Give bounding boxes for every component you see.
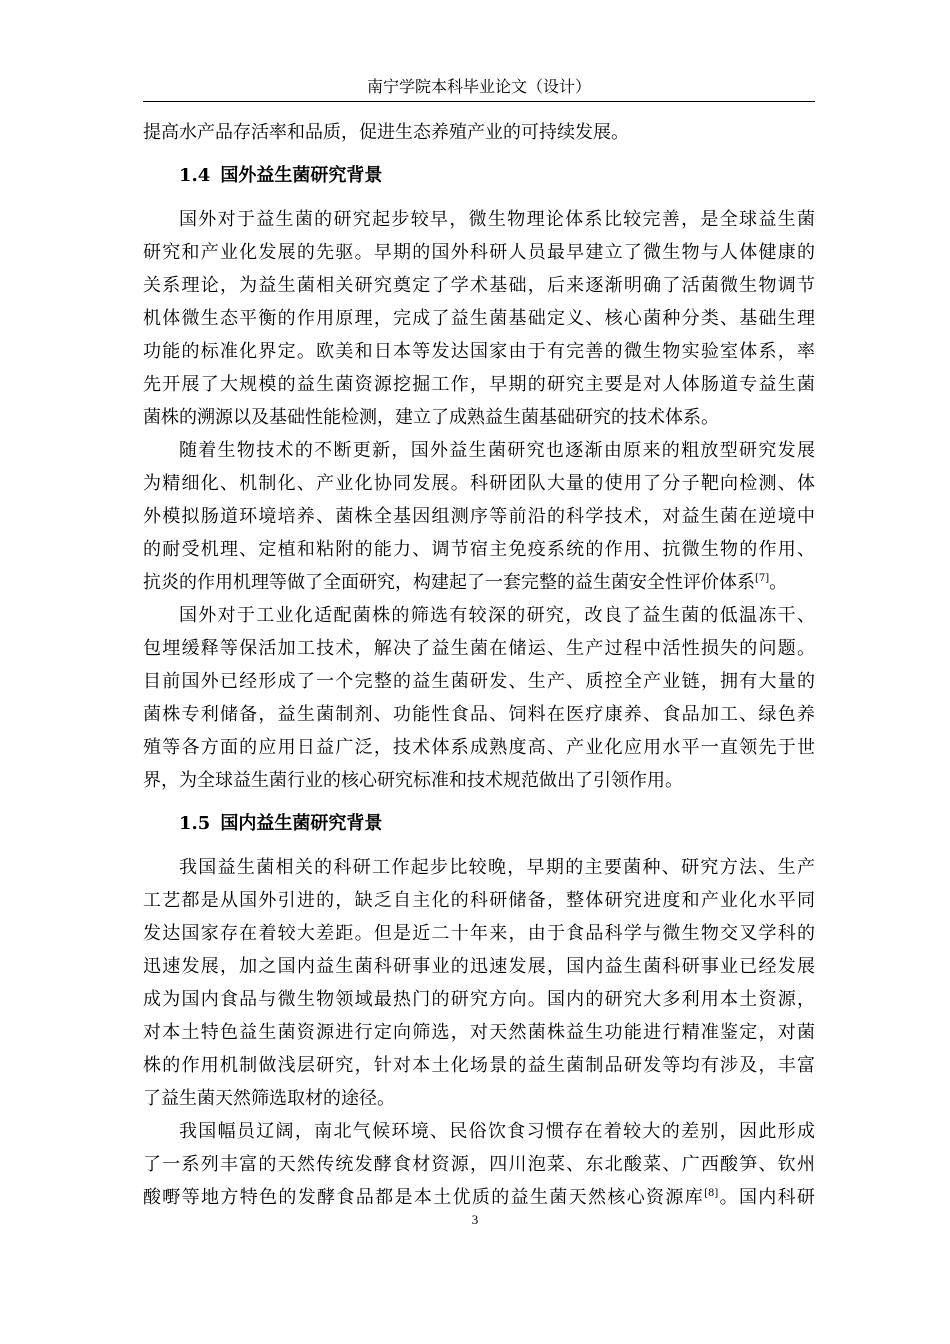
text-line: 株的作用机制做浅层研究，针对本土化场景的益生菌制品研发等均有涉及，丰富	[143, 1055, 815, 1076]
text-line: 为精细化、机制化、产业化协同发展。科研团队大量的使用了分子靶向检测、体	[143, 473, 815, 494]
paragraph	[143, 1115, 815, 1214]
paper-body	[143, 116, 815, 1214]
text-line: 菌株专利储备，益生菌制剂、功能性食品、饲料在医疗康养、食品加工、绿色养	[143, 704, 815, 725]
paragraph	[143, 434, 815, 599]
text-line: 界，为全球益生菌行业的核心研究标准和技术规范做出了引领作用。	[143, 770, 683, 791]
text-line: 随着生物技术的不断更新，国外益生菌研究也逐渐由原来的粗放型研究发展	[179, 440, 815, 461]
text-line: 关系理论，为益生菌相关研究奠定了学术基础，后来逐渐明确了活菌微生物调节	[143, 275, 815, 296]
paragraph	[143, 851, 815, 1115]
section-number: 1.5	[179, 813, 211, 834]
text-line: 了益生菌天然筛选取材的途径。	[143, 1088, 395, 1109]
text-line: 发达国家存在着较大差距。但是近二十年来，由于食品科学与微生物交叉学科的	[143, 923, 815, 944]
page-number: 3	[471, 1212, 479, 1227]
text-line: 的耐受机理、定植和粘附的能力、调节宿主免疫系统的作用、抗微生物的作用、	[143, 539, 815, 560]
text-line: 研究和产业化发展的先驱。早期的国外科研人员最早建立了微生物与人体健康的	[143, 242, 815, 263]
section-number: 1.4	[179, 165, 211, 186]
text-line: 成为国内食品与微生物领域最热门的研究方向。国内的研究大多利用本土资源，	[143, 989, 815, 1010]
text-line: 国外对于益生菌的研究起步较早，微生物理论体系比较完善，是全球益生菌	[179, 209, 815, 230]
text-line: 功能的标准化界定。欧美和日本等发达国家由于有完善的微生物实验室体系，率	[143, 341, 815, 362]
header-rule	[143, 101, 815, 102]
section-heading	[143, 159, 815, 192]
text-line: 了一系列丰富的天然传统发酵食材资源，四川泡菜、东北酸菜、广西酸笋、钦州	[143, 1154, 815, 1175]
text-line: 外模拟肠道环境培养、菌株全基因组测序等前沿的科学技术，对益生菌在逆境中	[143, 506, 815, 527]
text-line: 包埋缓释等保活加工技术，解决了益生菌在储运、生产过程中活性损失的问题。	[143, 638, 815, 659]
running-header: 南宁学院本科毕业论文（设计）	[366, 77, 591, 96]
paragraph	[143, 599, 815, 797]
citation-ref: [7]	[755, 573, 770, 584]
text-line: 我国益生菌相关的科研工作起步比较晚，早期的主要菌种、研究方法、生产	[179, 857, 815, 878]
text-line: 殖等各方面的应用日益广泛，技术体系成熟度高、产业化应用水平一直领先于世	[143, 737, 815, 758]
section-title: 国外益生菌研究背景	[220, 165, 383, 186]
text-line: 先开展了大规模的益生菌资源挖掘工作，早期的研究主要是对人体肠道专益生菌	[143, 374, 815, 395]
paragraph	[143, 116, 815, 149]
text-line: 菌株的溯源以及基础性能检测，建立了成熟益生菌基础研究的技术体系。	[143, 407, 719, 428]
text-line: 迅速发展，加之国内益生菌科研事业的迅速发展，国内益生菌科研事业已经发展	[143, 956, 815, 977]
text-line: 国外对于工业化适配菌株的筛选有较深的研究，改良了益生菌的低温冻干、	[179, 605, 815, 626]
text-line: 酸嘢等地方特色的发酵食品都是本土优质的益生菌天然核心资源库[8]。国内科研	[143, 1187, 816, 1208]
text-line: 工艺都是从国外引进的，缺乏自主化的科研储备，整体研究进度和产业化水平同	[143, 890, 815, 911]
paragraph	[143, 203, 815, 434]
section-heading	[143, 807, 815, 840]
text-line: 机体微生态平衡的作用原理，完成了益生菌基础定义、核心菌种分类、基础生理	[143, 308, 815, 329]
text-line: 抗炎的作用机理等做了全面研究，构建起了一套完整的益生菌安全性评价体系[7]。	[143, 572, 788, 593]
text-line: 目前国外已经形成了一个完整的益生菌研发、生产、质控全产业链，拥有大量的	[143, 671, 815, 692]
text-line: 提高水产品存活率和品质，促进生态养殖产业的可持续发展。	[143, 122, 629, 143]
text-line: 我国幅员辽阔，南北气候环境、民俗饮食习惯存在着较大的差别，因此形成	[179, 1121, 815, 1142]
text-line: 对本土特色益生菌资源进行定向筛选，对天然菌株益生功能进行精准鉴定，对菌	[143, 1022, 815, 1043]
section-title: 国内益生菌研究背景	[220, 813, 383, 834]
citation-ref: [8]	[704, 1188, 719, 1199]
